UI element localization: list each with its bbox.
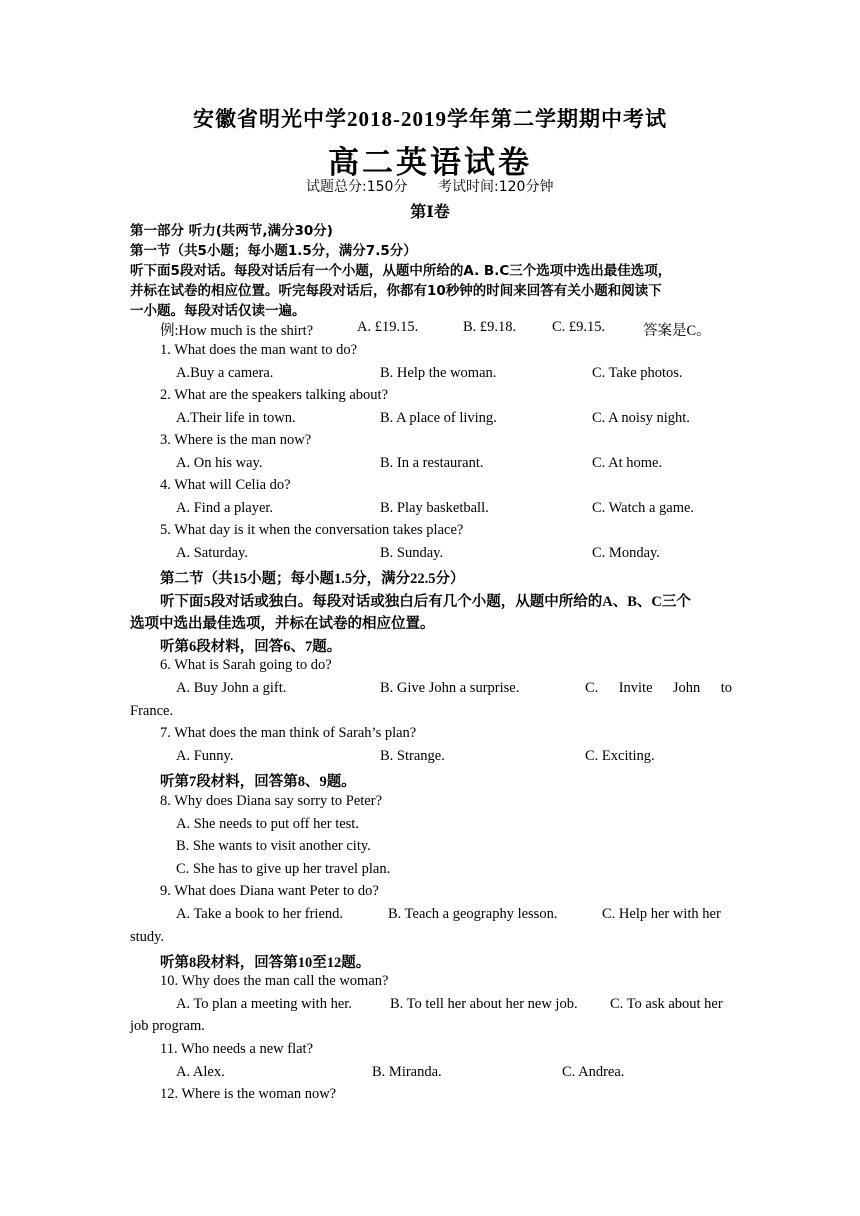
option-b: B. A place of living. <box>380 410 497 426</box>
question-stem: 11. Who needs a new flat? <box>160 1041 314 1057</box>
option-c: C. She has to give up her travel plan. <box>176 861 391 877</box>
material-heading: 听第6段材料，回答6、7题。 <box>160 639 342 655</box>
section2-instruction: 选项中选出最佳选项，并标在试卷的相应位置。 <box>130 616 435 632</box>
option-a: A.Buy a camera. <box>176 365 274 381</box>
option-a: A. She needs to put off her test. <box>176 816 359 832</box>
question-stem: 10. Why does the man call the woman? <box>160 973 389 989</box>
total-score: 试题总分:150分 <box>306 179 408 195</box>
option-c-continuation: job program. <box>130 1018 205 1034</box>
option-a: A. Buy John a gift. <box>176 680 287 696</box>
option-a: A. On his way. <box>176 455 263 471</box>
example-question: 例:How much is the shirt? <box>160 323 314 339</box>
question-stem: 7. What does the man think of Sarah’s plan? <box>160 725 417 741</box>
option-b: B. She wants to visit another city. <box>176 838 371 854</box>
exam-time: 考试时间:120分钟 <box>438 179 554 195</box>
part1-heading: 第一部分 听力(共两节,满分30分) <box>130 223 333 239</box>
option-b: B. Teach a geography lesson. <box>388 906 558 922</box>
section1-instruction: 听下面5段对话。每段对话后有一个小题，从题中所给的A. B.C三个选项中选出最佳选项， <box>130 263 672 279</box>
option-c: C. To ask about her <box>610 996 723 1012</box>
option-c-word: to <box>720 680 732 696</box>
option-c: C. At home. <box>592 455 663 471</box>
example-option-c: C. £9.15. <box>552 319 606 335</box>
option-b: B. Play basketball. <box>380 500 489 516</box>
option-c: C. Exciting. <box>585 748 655 764</box>
question-stem: 2. What are the speakers talking about? <box>160 387 389 403</box>
question-stem: 8. Why does Diana say sorry to Peter? <box>160 793 383 809</box>
question-stem: 4. What will Celia do? <box>160 477 291 493</box>
section1-instruction: 并标在试卷的相应位置。听完每段对话后，你都有10秒钟的时间来回答有关小题和阅读下 <box>130 283 662 299</box>
option-b: B. To tell her about her new job. <box>390 996 578 1012</box>
option-c-continuation: study. <box>130 929 165 945</box>
example-answer: 答案是C。 <box>643 323 711 339</box>
option-c: C. A noisy night. <box>592 410 690 426</box>
question-stem: 12. Where is the woman now? <box>160 1086 337 1102</box>
question-stem: 6. What is Sarah going to do? <box>160 657 332 673</box>
option-a: A. Find a player. <box>176 500 274 516</box>
option-b: B. In a restaurant. <box>380 455 484 471</box>
material-heading: 听第8段材料，回答第10至12题。 <box>160 955 371 971</box>
question-stem: 3. Where is the man now? <box>160 432 312 448</box>
exam-subject: 高二英语试卷 <box>328 145 532 180</box>
option-c: C. Watch a game. <box>592 500 695 516</box>
option-c: C. Help her with her <box>602 906 721 922</box>
option-c: C. Monday. <box>592 545 660 561</box>
example-option-a: A. £19.15. <box>357 319 419 335</box>
option-c <box>585 680 732 697</box>
question-stem: 1. What does the man want to do? <box>160 342 358 358</box>
option-c-word: Invite <box>618 680 653 696</box>
option-a: A. Take a book to her friend. <box>176 906 344 922</box>
option-b: B. Help the woman. <box>380 365 497 381</box>
question-stem: 5. What day is it when the conversation takes place? <box>160 522 464 538</box>
option-c: C. Take photos. <box>592 365 683 381</box>
option-b: B. Give John a surprise. <box>380 680 520 696</box>
exam-title: 安徽省明光中学2018-2019学年第二学期期中考试 <box>193 107 667 131</box>
volume-heading: 第Ⅰ卷 <box>410 204 450 221</box>
option-b: B. Miranda. <box>372 1064 442 1080</box>
option-c: C. Andrea. <box>562 1064 625 1080</box>
section1-heading: 第一节（共5小题；每小题1.5分，满分7.5分） <box>130 243 417 259</box>
option-a: A. Saturday. <box>176 545 248 561</box>
option-b: B. Sunday. <box>380 545 444 561</box>
question-stem: 9. What does Diana want Peter to do? <box>160 883 379 899</box>
option-a: A. To plan a meeting with her. <box>176 996 352 1012</box>
option-a: A. Funny. <box>176 748 234 764</box>
option-c-word: C. <box>585 680 599 696</box>
example-option-b: B. £9.18. <box>463 319 517 335</box>
option-a: A.Their life in town. <box>176 410 296 426</box>
option-c-word: John <box>672 680 701 696</box>
material-heading: 听第7段材料，回答第8、9题。 <box>160 774 356 790</box>
option-c-continuation: France. <box>130 703 174 719</box>
option-a: A. Alex. <box>176 1064 225 1080</box>
section1-instruction: 一小题。每段对话仅读一遍。 <box>130 303 306 319</box>
section2-instruction: 听下面5段对话或独白。每段对话或独白后有几个小题，从题中所给的A、B、C三个 <box>160 594 691 610</box>
section2-heading: 第二节（共15小题；每小题1.5分，满分22.5分） <box>160 571 465 587</box>
option-b: B. Strange. <box>380 748 445 764</box>
